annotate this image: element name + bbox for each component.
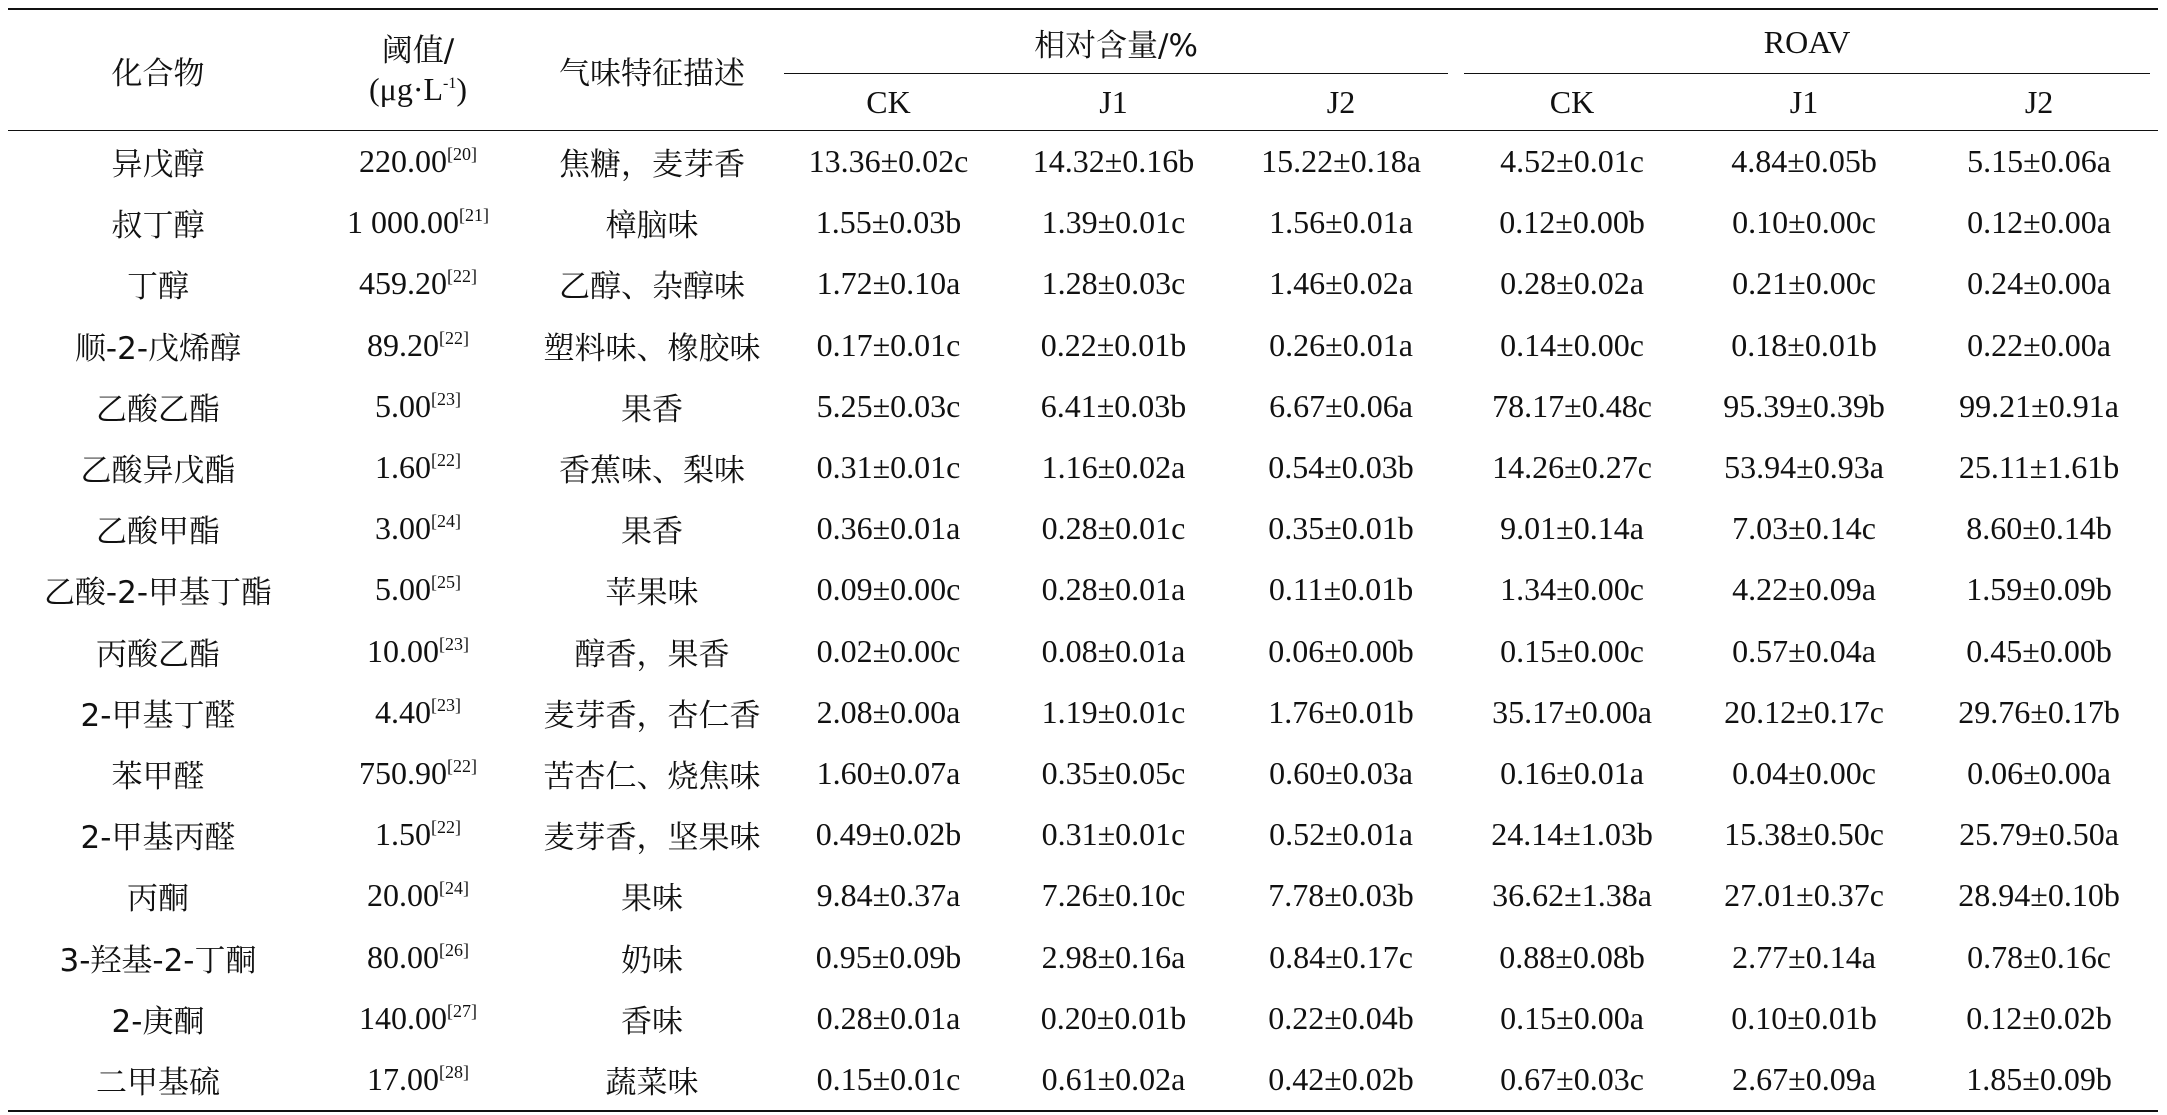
cell-rc-ck: 0.17±0.01c (816, 326, 961, 363)
header-roav-rule (1464, 73, 2150, 74)
threshold-value: 220.00 (359, 143, 447, 180)
cell-rc-ck: 0.28±0.01a (816, 999, 961, 1036)
cell-rc-ck: 2.08±0.00a (816, 693, 961, 730)
cell-roav-j2: 25.11±1.61b (1958, 449, 2120, 486)
header-threshold-unit (308, 70, 528, 108)
compound-table (8, 8, 2158, 1112)
cell-rc-j2: 15.22±0.18a (1261, 143, 1421, 180)
cell-roav-ck: 0.67±0.03c (1500, 1060, 1644, 1097)
cell-roav-j2: 0.06±0.00a (1967, 754, 2111, 791)
cell-roav-j2: 8.60±0.14b (1966, 510, 2112, 547)
threshold-reference: [22] (447, 266, 477, 287)
cell-roav-ck: 9.01±0.14a (1500, 510, 1644, 547)
cell-rc-j2: 7.78±0.03b (1268, 877, 1414, 914)
cell-roav-j1: 4.22±0.09a (1732, 571, 1876, 608)
threshold-value: 1.50 (375, 816, 431, 853)
cell-threshold (308, 804, 528, 865)
cell-compound: 2-庚酮 (111, 1003, 205, 1040)
cell-odor: 苦杏仁、烧焦味 (543, 758, 761, 795)
cell-rc-j2: 0.52±0.01a (1269, 816, 1413, 853)
subheader-roav-j2: J2 (1920, 74, 2158, 131)
cell-threshold (308, 376, 528, 437)
cell-threshold (308, 743, 528, 804)
table-row (8, 1049, 2158, 1111)
table-row (8, 315, 2158, 376)
header-relative-content (776, 9, 1456, 74)
threshold-reference: [25] (431, 572, 461, 593)
cell-rc-j1: 1.16±0.02a (1041, 449, 1186, 486)
cell-rc-j2: 1.56±0.01a (1269, 204, 1413, 241)
cell-rc-ck: 0.95±0.09b (815, 938, 962, 975)
header-relative-content-label: 相对含量/% (1034, 27, 1198, 64)
cell-rc-j2: 0.22±0.04b (1268, 999, 1414, 1036)
cell-roav-j1: 15.38±0.50c (1724, 816, 1884, 853)
cell-roav-ck: 1.34±0.00c (1500, 571, 1644, 608)
table-row (8, 192, 2158, 253)
cell-roav-ck: 0.15±0.00a (1500, 999, 1644, 1036)
header-threshold-unit-base: (μg·L (369, 71, 444, 107)
cell-rc-j1: 0.22±0.01b (1040, 326, 1187, 363)
threshold-value: 4.40 (375, 693, 431, 730)
cell-threshold (308, 1049, 528, 1111)
cell-roav-j1: 0.57±0.04a (1732, 632, 1876, 669)
cell-rc-j2: 0.42±0.02b (1268, 1060, 1414, 1097)
cell-odor: 塑料味、橡胶味 (543, 330, 761, 367)
header-compound: 化合物 (8, 9, 308, 131)
cell-rc-j2: 0.60±0.03a (1269, 754, 1413, 791)
cell-roav-j1: 0.10±0.01b (1731, 999, 1877, 1036)
threshold-reference: [21] (459, 205, 489, 226)
table-row (8, 559, 2158, 620)
table-body (8, 131, 2158, 1112)
cell-odor: 香味 (621, 1003, 683, 1040)
cell-rc-j2: 0.54±0.03b (1268, 449, 1414, 486)
threshold-reference: [28] (439, 1061, 469, 1082)
cell-compound: 顺-2-戊烯醇 (74, 330, 242, 367)
cell-rc-ck: 9.84±0.37a (816, 877, 961, 914)
cell-roav-ck: 0.28±0.02a (1500, 265, 1644, 302)
cell-odor: 苹果味 (605, 575, 699, 612)
cell-odor: 乙醇、杂醇味 (559, 269, 745, 306)
table-row (8, 253, 2158, 314)
table-header (8, 9, 2158, 131)
cell-threshold (308, 926, 528, 987)
cell-roav-j2: 28.94±0.10b (1958, 877, 2120, 914)
cell-compound: 二甲基硫 (96, 1064, 220, 1101)
threshold-reference: [27] (447, 1000, 477, 1021)
cell-roav-ck: 35.17±0.00a (1492, 693, 1652, 730)
cell-roav-ck: 24.14±1.03b (1491, 816, 1653, 853)
cell-rc-j1: 1.39±0.01c (1041, 204, 1186, 241)
cell-rc-j1: 0.08±0.01a (1041, 632, 1186, 669)
cell-compound: 乙酸甲酯 (96, 514, 220, 551)
subheader-roav-ck: CK (1456, 74, 1688, 131)
cell-roav-j1: 20.12±0.17c (1724, 693, 1884, 730)
cell-rc-j1: 7.26±0.10c (1041, 877, 1186, 914)
table-row (8, 926, 2158, 987)
cell-roav-ck: 0.12±0.00b (1499, 204, 1645, 241)
threshold-value: 5.00 (375, 387, 431, 424)
header-roav (1456, 9, 2158, 74)
cell-roav-j2: 0.12±0.02b (1966, 999, 2112, 1036)
threshold-reference: [22] (431, 817, 461, 838)
cell-roav-j1: 0.04±0.00c (1732, 754, 1876, 791)
cell-odor: 果味 (621, 881, 683, 918)
cell-roav-ck: 0.88±0.08b (1499, 938, 1645, 975)
cell-roav-ck: 0.15±0.00c (1500, 632, 1644, 669)
cell-roav-j2: 0.22±0.00a (1967, 326, 2111, 363)
cell-compound: 乙酸乙酯 (96, 391, 220, 428)
cell-rc-j1: 0.28±0.01a (1041, 571, 1186, 608)
cell-rc-ck: 1.60±0.07a (816, 754, 961, 791)
cell-roav-j1: 53.94±0.93a (1724, 449, 1884, 486)
cell-compound: 3-羟基-2-丁酮 (59, 942, 257, 979)
cell-roav-j2: 25.79±0.50a (1959, 816, 2119, 853)
cell-rc-ck: 0.36±0.01a (816, 510, 961, 547)
cell-rc-j1: 1.28±0.03c (1041, 265, 1186, 302)
table-row (8, 131, 2158, 193)
cell-roav-j2: 0.12±0.00a (1967, 204, 2111, 241)
cell-rc-j2: 1.76±0.01b (1268, 693, 1414, 730)
threshold-reference: [24] (439, 878, 469, 899)
cell-roav-j2: 1.59±0.09b (1966, 571, 2112, 608)
cell-compound: 异戊醇 (111, 147, 205, 184)
cell-roav-j1: 0.21±0.00c (1732, 265, 1876, 302)
cell-threshold (308, 131, 528, 193)
cell-threshold (308, 682, 528, 743)
cell-roav-ck: 78.17±0.48c (1492, 387, 1652, 424)
cell-rc-ck: 1.72±0.10a (816, 265, 961, 302)
cell-roav-j2: 29.76±0.17b (1958, 693, 2120, 730)
table-row (8, 743, 2158, 804)
cell-compound: 丁醇 (127, 269, 189, 306)
cell-rc-j1: 0.31±0.01c (1041, 816, 1186, 853)
subheader-rc-j2: J2 (1226, 74, 1456, 131)
cell-roav-j1: 4.84±0.05b (1731, 143, 1877, 180)
cell-rc-ck: 5.25±0.03c (816, 387, 961, 424)
cell-rc-j2: 6.67±0.06a (1269, 387, 1413, 424)
subheader-rc-j1: J1 (1001, 74, 1226, 131)
cell-compound: 苯甲醛 (111, 758, 205, 795)
cell-rc-j1: 6.41±0.03b (1040, 387, 1187, 424)
cell-rc-j1: 14.32±0.16b (1032, 143, 1195, 180)
cell-rc-j2: 1.46±0.02a (1269, 265, 1413, 302)
cell-rc-ck: 1.55±0.03b (815, 204, 962, 241)
threshold-value: 1 000.00 (347, 204, 459, 241)
threshold-reference: [23] (431, 694, 461, 715)
header-threshold (308, 9, 528, 131)
cell-threshold (308, 315, 528, 376)
cell-odor: 香蕉味、梨味 (559, 453, 745, 490)
cell-rc-j1: 1.19±0.01c (1041, 693, 1186, 730)
cell-roav-j1: 0.18±0.01b (1731, 326, 1877, 363)
threshold-reference: [20] (447, 144, 477, 165)
threshold-value: 5.00 (375, 571, 431, 608)
cell-rc-ck: 0.15±0.01c (816, 1060, 961, 1097)
threshold-reference: [22] (439, 327, 469, 348)
cell-roav-j2: 1.85±0.09b (1966, 1060, 2112, 1097)
threshold-value: 750.90 (359, 754, 447, 791)
cell-threshold (308, 192, 528, 253)
cell-odor: 果香 (621, 391, 683, 428)
cell-roav-j2: 0.24±0.00a (1967, 265, 2111, 302)
threshold-reference: [26] (439, 939, 469, 960)
subheader-roav-j1: J1 (1688, 74, 1920, 131)
table-row (8, 498, 2158, 559)
cell-roav-ck: 14.26±0.27c (1492, 449, 1652, 486)
table-row (8, 682, 2158, 743)
header-odor: 气味特征描述 (528, 9, 776, 131)
header-threshold-label: 阈值/ (381, 33, 455, 69)
cell-rc-j1: 0.61±0.02a (1041, 1060, 1186, 1097)
cell-odor: 麦芽香，坚果味 (543, 820, 761, 857)
threshold-reference: [23] (439, 633, 469, 654)
cell-roav-j2: 0.45±0.00b (1966, 632, 2112, 669)
cell-roav-j2: 99.21±0.91a (1959, 387, 2119, 424)
table-row (8, 865, 2158, 926)
threshold-value: 80.00 (367, 938, 439, 975)
cell-rc-ck: 13.36±0.02c (808, 143, 969, 180)
cell-roav-j1: 2.67±0.09a (1732, 1060, 1876, 1097)
threshold-reference: [22] (431, 450, 461, 471)
cell-odor: 蔬菜味 (605, 1064, 699, 1101)
cell-threshold (308, 437, 528, 498)
cell-odor: 樟脑味 (605, 208, 699, 245)
cell-threshold (308, 621, 528, 682)
cell-roav-j1: 2.77±0.14a (1732, 938, 1876, 975)
threshold-value: 89.20 (367, 326, 439, 363)
cell-roav-ck: 0.16±0.01a (1500, 754, 1644, 791)
cell-roav-j2: 0.78±0.16c (1967, 938, 2111, 975)
cell-rc-j1: 0.20±0.01b (1040, 999, 1187, 1036)
cell-rc-ck: 0.31±0.01c (816, 449, 961, 486)
cell-odor: 麦芽香，杏仁香 (543, 697, 761, 734)
cell-rc-j2: 0.11±0.01b (1268, 571, 1414, 608)
table-row (8, 376, 2158, 437)
cell-compound: 叔丁醇 (111, 208, 205, 245)
cell-roav-j1: 0.10±0.00c (1732, 204, 1876, 241)
header-roav-label: ROAV (1763, 23, 1851, 60)
cell-rc-j2: 0.35±0.01b (1268, 510, 1414, 547)
cell-rc-j1: 0.35±0.05c (1041, 754, 1186, 791)
cell-rc-ck: 0.02±0.00c (816, 632, 961, 669)
header-threshold-unit-close: ) (456, 71, 467, 107)
cell-roav-ck: 4.52±0.01c (1500, 143, 1644, 180)
cell-rc-j2: 0.06±0.00b (1268, 632, 1414, 669)
threshold-value: 10.00 (367, 632, 439, 669)
table-row (8, 437, 2158, 498)
cell-rc-j1: 0.28±0.01c (1041, 510, 1186, 547)
cell-odor: 焦糖，麦芽香 (559, 147, 745, 184)
cell-roav-j2: 5.15±0.06a (1967, 143, 2111, 180)
cell-odor: 果香 (621, 514, 683, 551)
subheader-rc-ck: CK (776, 74, 1001, 131)
cell-threshold (308, 559, 528, 620)
cell-roav-j1: 95.39±0.39b (1723, 387, 1885, 424)
threshold-value: 140.00 (359, 999, 447, 1036)
cell-rc-ck: 0.49±0.02b (815, 816, 962, 853)
cell-roav-j1: 27.01±0.37c (1724, 877, 1884, 914)
threshold-value: 20.00 (367, 877, 439, 914)
cell-odor: 奶味 (621, 942, 683, 979)
cell-threshold (308, 988, 528, 1049)
table-row (8, 621, 2158, 682)
cell-compound: 丙酮 (127, 881, 189, 918)
cell-rc-j1: 2.98±0.16a (1041, 938, 1186, 975)
threshold-value: 1.60 (375, 449, 431, 486)
cell-odor: 醇香，果香 (574, 636, 730, 673)
cell-rc-ck: 0.09±0.00c (816, 571, 961, 608)
cell-compound: 丙酸乙酯 (96, 636, 220, 673)
threshold-reference: [24] (431, 511, 461, 532)
cell-compound: 2-甲基丙醛 (80, 820, 236, 857)
cell-threshold (308, 498, 528, 559)
cell-rc-j2: 0.84±0.17c (1269, 938, 1413, 975)
cell-roav-ck: 0.14±0.00c (1500, 326, 1644, 363)
threshold-value: 3.00 (375, 510, 431, 547)
cell-roav-ck: 36.62±1.38a (1492, 877, 1652, 914)
cell-compound: 乙酸异戊酯 (80, 453, 236, 490)
table-row (8, 804, 2158, 865)
cell-rc-j2: 0.26±0.01a (1269, 326, 1413, 363)
cell-roav-j1: 7.03±0.14c (1732, 510, 1876, 547)
cell-threshold (308, 865, 528, 926)
cell-compound: 乙酸-2-甲基丁酯 (43, 575, 273, 612)
header-threshold-unit-exp: -1 (443, 75, 457, 92)
threshold-reference: [22] (447, 755, 477, 776)
threshold-value: 17.00 (367, 1060, 439, 1097)
cell-threshold (308, 253, 528, 314)
header-relative-content-rule (784, 73, 1448, 74)
cell-compound: 2-甲基丁醛 (80, 697, 236, 734)
threshold-value: 459.20 (359, 265, 447, 302)
table-row (8, 988, 2158, 1049)
threshold-reference: [23] (431, 388, 461, 409)
